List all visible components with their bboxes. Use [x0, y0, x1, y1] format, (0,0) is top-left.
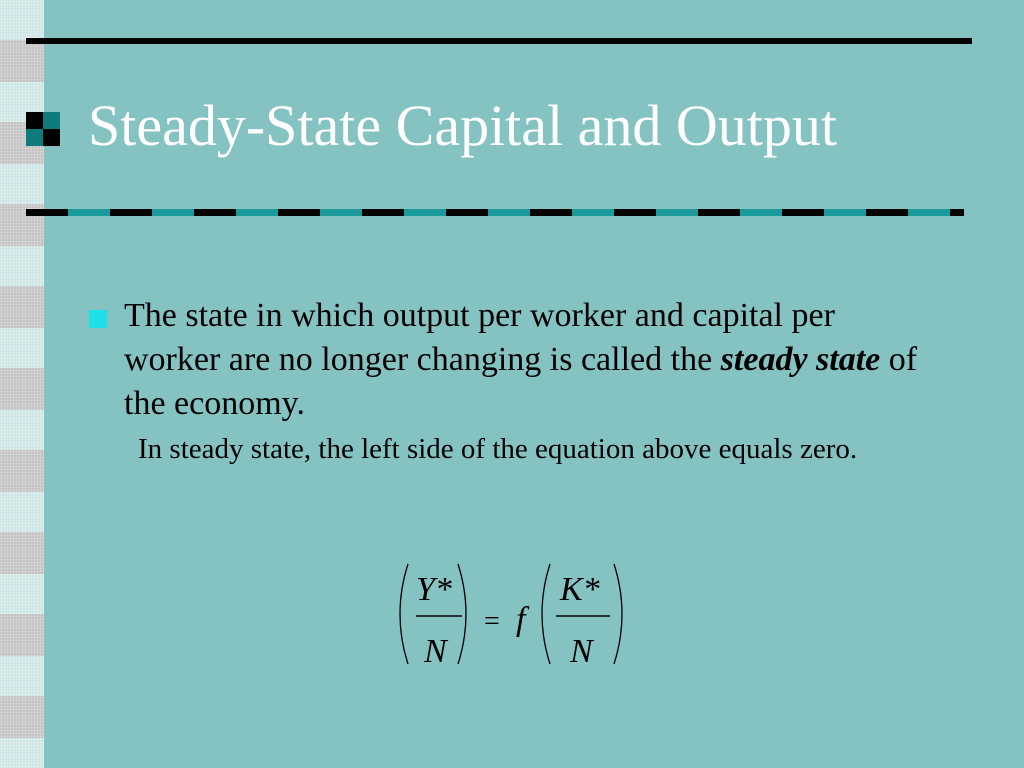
sub-point-text: In steady state, the left side of the equation above equals zero.	[138, 433, 858, 465]
bullet-text-before: The state in which output per worker and capital per worker are no longer changing is called the	[124, 297, 835, 378]
slide-title: Steady-State Capital and Output	[88, 93, 838, 158]
steady-state-emphasis: steady state	[720, 341, 881, 378]
dashed-divider	[26, 209, 964, 216]
bullet-text	[124, 294, 924, 426]
lhs-denominator: N	[424, 633, 447, 670]
title-bullet-icon	[26, 112, 60, 146]
steady-state-equation	[388, 558, 628, 670]
left-paren-close	[458, 564, 466, 664]
rhs-denominator: N	[570, 633, 593, 670]
lhs-numerator: Y*	[416, 571, 452, 608]
bullet-square-icon	[89, 310, 107, 328]
left-paren-open	[400, 564, 408, 664]
top-rule	[26, 38, 972, 44]
function-f: f	[516, 601, 526, 638]
right-paren-open	[542, 564, 550, 664]
bullet-text-after: of the economy.	[124, 341, 918, 422]
right-paren-close	[614, 564, 622, 664]
rhs-numerator: K*	[560, 571, 600, 608]
equals-sign: =	[484, 606, 500, 637]
